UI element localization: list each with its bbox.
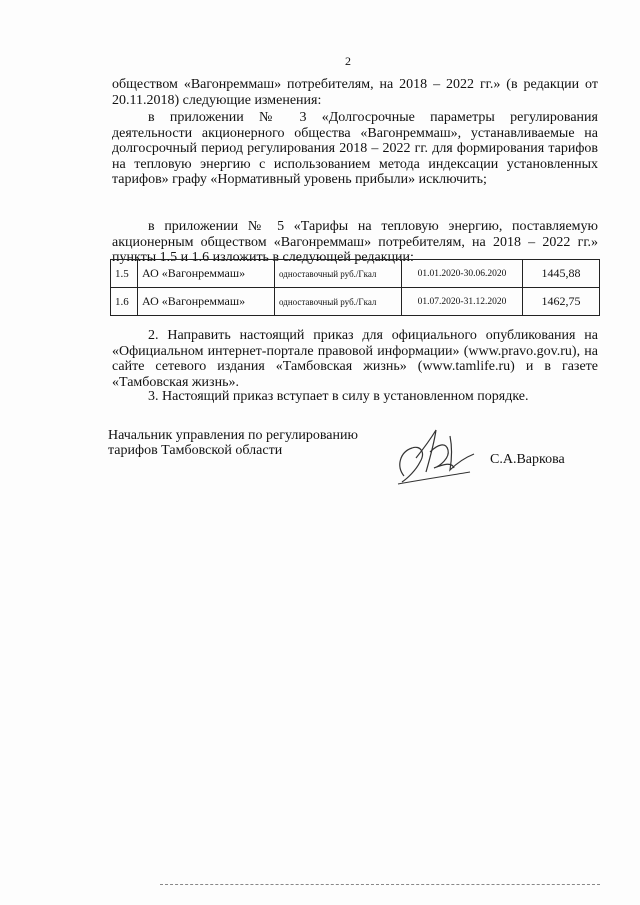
handwritten-signature [390,418,480,490]
paragraph-text: 2. Направить настоящий приказ для официального опубликования на «Официальном интернет-портале правовой информации» (www.pravo.gov.ru), на сайте сетевого издания «Тамбовская жизнь» (www.tamlife.ru) и в газете «Тамбовская жизнь». [112,328,598,390]
signatory-title-line: тарифов Тамбовской области [108,443,283,458]
table-cell-number: 1.6 [111,288,138,316]
signatory-title-line: Начальник управления по регулированию [108,428,358,443]
paragraph-publication [112,328,598,390]
paragraph-appendix-3 [112,110,598,188]
paragraph-text: в приложении № 3 «Долгосрочные параметры регулирования деятельности акционерного общества «Вагонреммаш», устанавливаемые на долгосрочный период регулирования 2018 – 2022 гг. для формирования тарифов на тепловую энергию с использованием метода индексации установленных тарифов» графу «Нормативный уровень прибыли» исключить; [112,110,598,187]
table-cell-number: 1.5 [111,260,138,288]
table-cell-period: 01.07.2020-31.12.2020 [402,288,523,316]
signatory-title [108,428,358,458]
signer-name: С.А.Варкова [490,452,565,467]
table-cell-organization: АО «Вагонреммаш» [138,260,275,288]
table-cell-unit: одноставочный руб./Гкал [275,288,402,316]
tariff-table [110,259,600,316]
paragraph-text: в приложении № 5 «Тарифы на тепловую энергию, поставляемую акционерным обществом «Вагонреммаш» потребителям, на 2018 – 2022 гг.» пункты 1.5 и 1.6 изложить в следующей редакции: [112,219,598,265]
paragraph-text: обществом «Вагонреммаш» потребителям, на 2018 – 2022 гг.» (в редакции от 20.11.2018) следующие изменения: [112,77,598,108]
table-row [111,288,600,316]
table-cell-period: 01.01.2020-30.06.2020 [402,260,523,288]
table-cell-organization: АО «Вагонреммаш» [138,288,275,316]
table-cell-value: 1462,75 [523,288,600,316]
bottom-scan-line [160,884,600,885]
paragraph-intro-continuation [112,77,598,108]
table-cell-value: 1445,88 [523,260,600,288]
paragraph-text: 3. Настоящий приказ вступает в силу в установленном порядке. [148,389,529,404]
page-number: 2 [345,54,351,68]
table-cell-unit: одноставочный руб./Гкал [275,260,402,288]
paragraph-effective [112,389,598,405]
table-row [111,260,600,288]
